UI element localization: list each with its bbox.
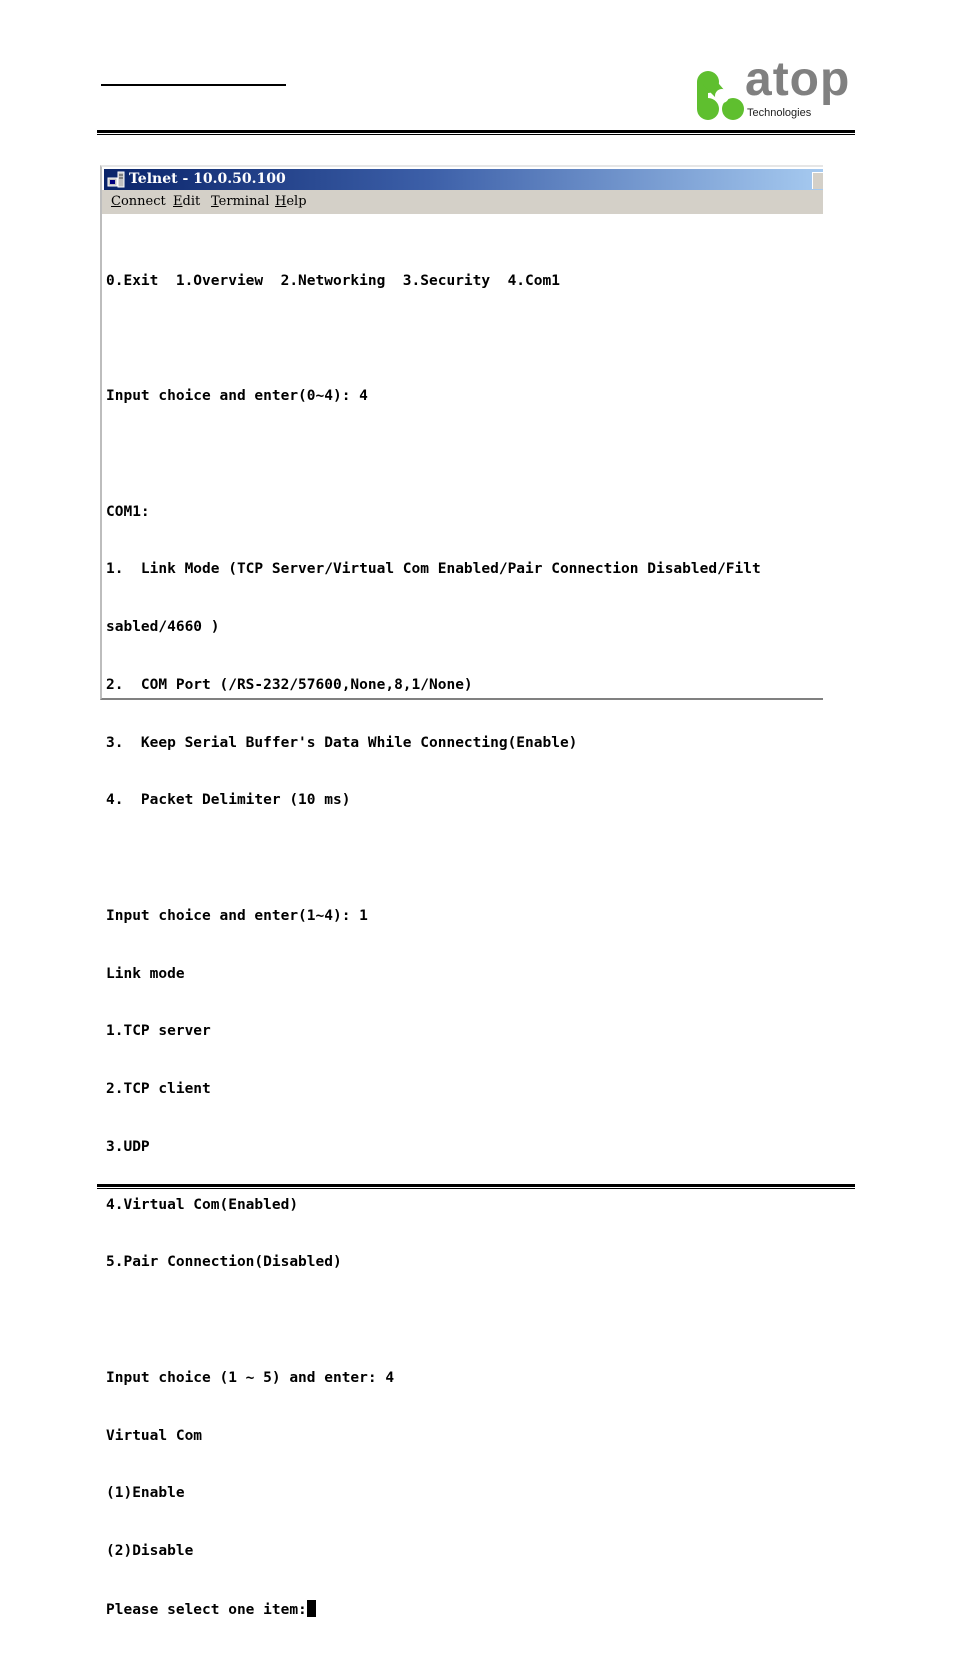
terminal-line xyxy=(106,329,823,348)
logo-wordmark: atop xyxy=(745,53,851,106)
terminal-line: 1.TCP server xyxy=(106,1023,211,1040)
telnet-app-icon xyxy=(107,171,125,188)
logo-tagline: Technologies xyxy=(747,107,812,119)
terminal-line: 5.Pair Connection(Disabled) xyxy=(106,1254,342,1271)
menu-help[interactable]: Help xyxy=(275,194,307,209)
terminal-prompt-line[interactable] xyxy=(106,1600,823,1619)
atop-logo xyxy=(695,53,857,124)
window-titlebar[interactable] xyxy=(104,169,823,190)
terminal-line: sabled/4660 ) xyxy=(106,619,220,635)
terminal-line: 3.UDP xyxy=(106,1138,150,1155)
terminal-line: 0.Exit 1.Overview 2.Networking 3.Security 4.Com1 xyxy=(106,272,560,289)
terminal-line: Link mode xyxy=(106,965,185,982)
footer-rule-thin xyxy=(97,1188,855,1189)
header-underline xyxy=(101,84,286,86)
terminal-line: 1. Link Mode (TCP Server/Virtual Com Enabled/Pair Connection Disabled/Filt xyxy=(106,561,761,578)
terminal-line: 3. Keep Serial Buffer's Data While Connecting(Enable) xyxy=(106,734,578,751)
terminal-line xyxy=(106,445,823,464)
terminal-line: 2.TCP client xyxy=(106,1081,211,1097)
telnet-window xyxy=(100,165,823,1618)
terminal-line: (2)Disable xyxy=(106,1543,194,1559)
minimize-button[interactable] xyxy=(812,172,823,189)
menu-terminal[interactable]: Terminal xyxy=(211,194,270,209)
text-cursor xyxy=(307,1600,316,1617)
terminal-line: COM1: xyxy=(106,503,150,520)
terminal-line: 2. COM Port (/RS-232/57600,None,8,1/None) xyxy=(106,676,473,693)
menu-edit[interactable]: Edit xyxy=(173,194,201,209)
terminal-output[interactable] xyxy=(106,233,823,1658)
menu-connect[interactable]: Connect xyxy=(111,194,166,209)
terminal-prompt: Please select one item: xyxy=(106,1601,307,1618)
terminal-line xyxy=(106,1311,823,1330)
header-rule-thin xyxy=(97,134,855,135)
terminal-line: Input choice and enter(1~4): 1 xyxy=(106,907,368,924)
terminal-line: Input choice (1 ~ 5) and enter: 4 xyxy=(106,1369,395,1386)
terminal-line: 4. Packet Delimiter (10 ms) xyxy=(106,792,351,809)
terminal-line: Virtual Com xyxy=(106,1427,203,1444)
terminal-line: 4.Virtual Com(Enabled) xyxy=(106,1196,299,1213)
terminal-line: Input choice and enter(0~4): 4 xyxy=(106,388,368,404)
footer-rule xyxy=(97,1184,855,1187)
window-title: Telnet - 10.0.50.100 xyxy=(129,171,286,187)
menu-bar xyxy=(102,190,823,214)
terminal-line xyxy=(106,849,823,868)
atop-logo-mark-icon xyxy=(695,71,743,121)
header-rule xyxy=(97,130,855,133)
terminal-line: (1)Enable xyxy=(106,1485,185,1502)
